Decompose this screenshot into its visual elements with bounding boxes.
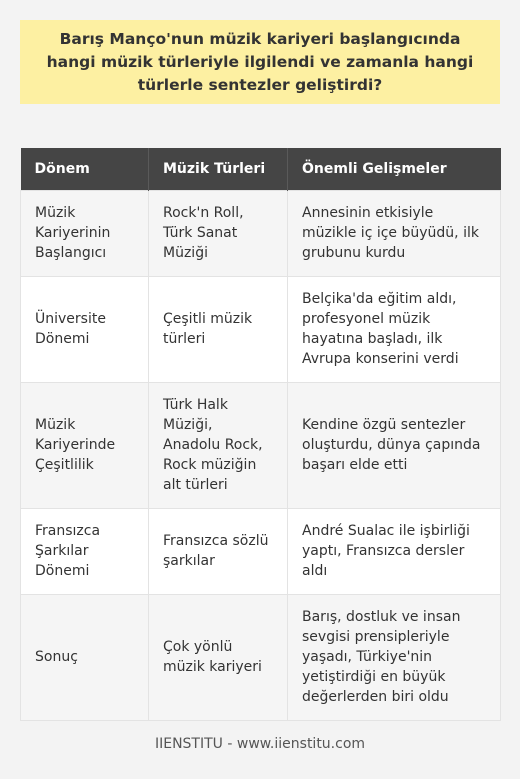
cell-period: Üniversite Dönemi	[21, 276, 149, 382]
cell-genres: Çeşitli müzik türleri	[149, 276, 288, 382]
table-row	[21, 276, 501, 382]
footer-credit: IIENSTITU - www.iienstitu.com	[154, 736, 366, 752]
table-header-row	[21, 148, 501, 190]
cell-genres: Rock'n Roll, Türk Sanat Müziği	[149, 190, 288, 276]
cell-genres: Fransızca sözlü şarkılar	[149, 508, 288, 594]
table-row	[21, 382, 501, 508]
cell-period: Sonuç	[21, 594, 149, 720]
cell-period: Müzik Kariyerinin Başlangıcı	[21, 190, 149, 276]
cell-developments: Belçika'da eğitim aldı, profesyonel müzik hayatına başladı, ilk Avrupa konserini verdi	[288, 276, 501, 382]
header-genres: Müzik Türleri	[149, 148, 288, 190]
cell-developments: Annesinin etkisiyle müzikle iç içe büyüdü, ilk grubunu kurdu	[288, 190, 501, 276]
cell-period: Müzik Kariyerinde Çeşitlilik	[21, 382, 149, 508]
title-banner	[20, 20, 500, 104]
page-title: Barış Manço'nun müzik kariyeri başlangıcında hangi müzik türleriyle ilgilendi ve zamanla hangi türlerle sentezler geliştirdi?	[46, 29, 474, 94]
header-period: Dönem	[21, 148, 149, 190]
cell-developments: Barış, dostluk ve insan sevgisi prensipleriyle yaşadı, Türkiye'nin yetiştirdiği en büyük değerlerden biri oldu	[288, 594, 501, 720]
career-table	[20, 148, 501, 721]
cell-developments: Kendine özgü sentezler oluşturdu, dünya çapında başarı elde etti	[288, 382, 501, 508]
header-developments: Önemli Gelişmeler	[288, 148, 501, 190]
cell-genres: Çok yönlü müzik kariyeri	[149, 594, 288, 720]
table-row	[21, 508, 501, 594]
cell-period: Fransızca Şarkılar Dönemi	[21, 508, 149, 594]
cell-developments: André Sualac ile işbirliği yaptı, Fransızca dersler aldı	[288, 508, 501, 594]
cell-genres: Türk Halk Müziği, Anadolu Rock, Rock müziğin alt türleri	[149, 382, 288, 508]
table-row	[21, 190, 501, 276]
table-row	[21, 594, 501, 720]
